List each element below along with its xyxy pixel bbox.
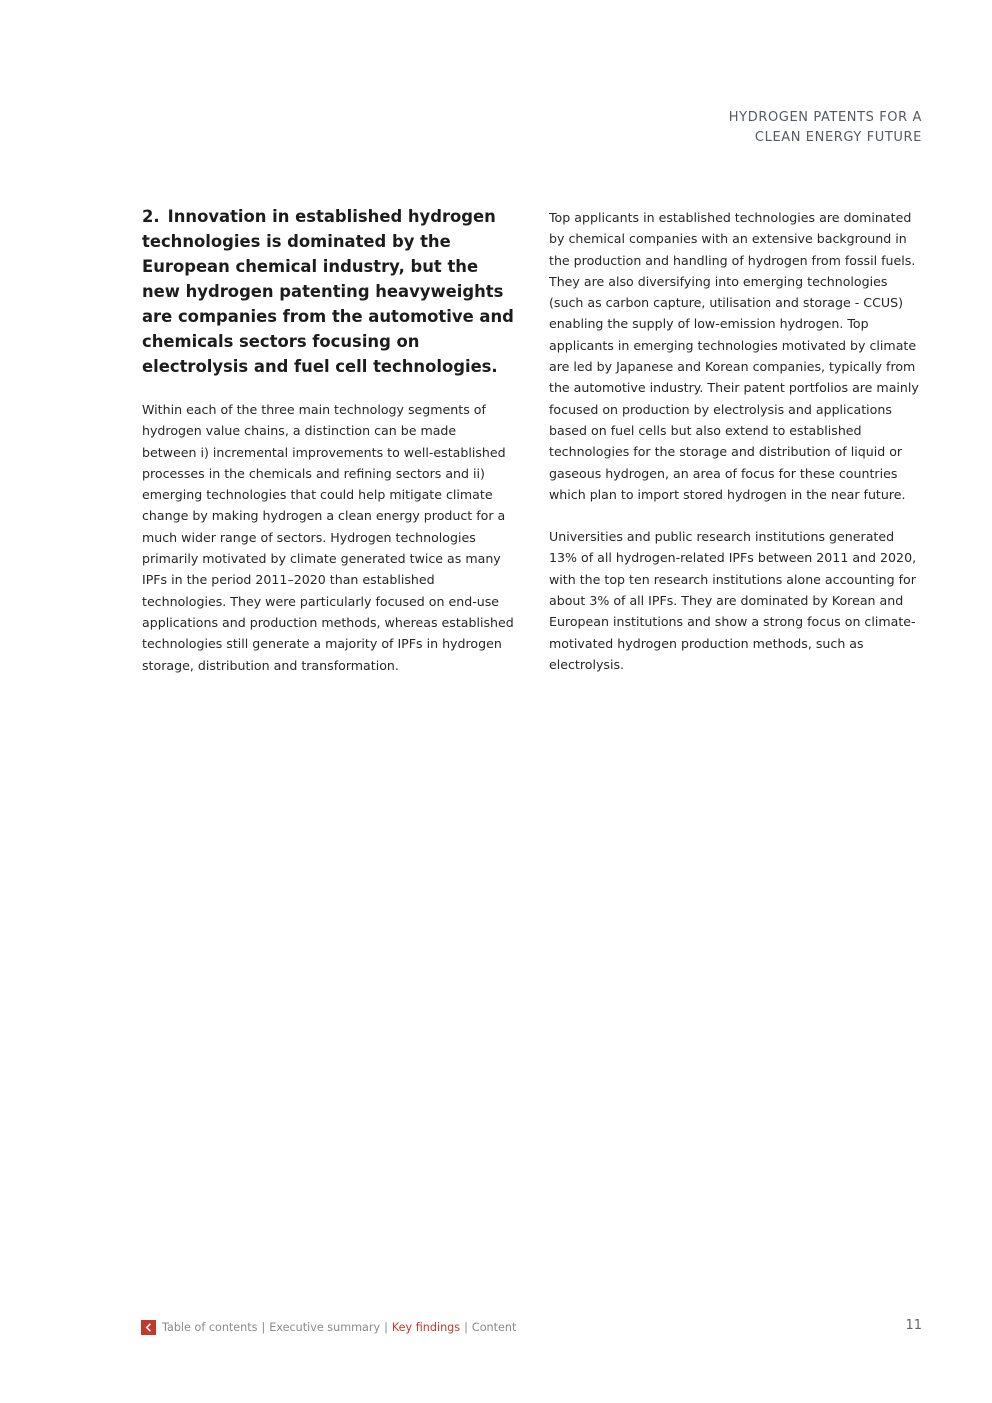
- nav-link-table-of-contents[interactable]: Table of contents: [162, 1320, 258, 1334]
- page-number: 11: [905, 1318, 922, 1333]
- running-header-line1: HYDROGEN PATENTS FOR A: [728, 110, 922, 125]
- nav-link-executive-summary[interactable]: Executive summary: [269, 1320, 381, 1334]
- footer-nav: [141, 1319, 516, 1335]
- nav-link-content[interactable]: Content: [471, 1320, 517, 1334]
- nav-separator: |: [261, 1320, 266, 1334]
- nav-separator: |: [384, 1320, 388, 1334]
- section-heading-text: Innovation in established hydrogen technologies is dominated by the European chemical industry, but the new hydrogen patenting heavyweights are companies from the automotive and chemicals sectors focusing on electrolysis and fuel cell technologies.: [142, 207, 514, 376]
- section-number: 2.: [142, 207, 160, 226]
- back-button[interactable]: [141, 1320, 156, 1335]
- right-column: [549, 207, 923, 675]
- right-paragraph-2: Universities and public research institutions generated 13% of all hydrogen-related IPFs between 2011 and 2020, with the top ten research institutions alone accounting for about 3% of all IPFs. They are dominated by Korean and European institutions and show a strong focus on climate-motivated hydrogen production methods, such as electrolysis.: [549, 529, 917, 672]
- nav-link-key-findings[interactable]: Key findings: [391, 1320, 461, 1334]
- chevron-left-icon: [144, 1323, 153, 1332]
- nav-separator: |: [464, 1320, 468, 1334]
- running-header: [729, 108, 922, 148]
- left-paragraph-1: Within each of the three main technology segments of hydrogen value chains, a distinction can be made between i) incremental improvements to well-established processes in the chemicals and refining sectors and ii) emerging technologies that could help mitigate climate change by making hydrogen a clean energy product for a much wider range of sectors. Hydrogen technologies primarily motivated by climate generated twice as many IPFs in the period 2011–2020 than established technologies. They were particularly focused on end-use applications and production methods, whereas established technologies still generate a majority of IPFs in hydrogen storage, distribution and transformation.: [142, 402, 514, 673]
- section-heading: [142, 204, 514, 379]
- right-paragraph-1: Top applicants in established technologies are dominated by chemical companies with an extensive background in the production and handling of hydrogen from fossil fuels. They are also diversifying into emerging technologies (such as carbon capture, utilisation and storage - CCUS) enabling the supply of low-emission hydrogen. Top applicants in emerging technologies motivated by climate are led by Japanese and Korean companies, typically from the automotive industry. Their patent portfolios are mainly focused on production by electrolysis and applications based on fuel cells but also extend to established technologies for the storage and distribution of liquid or gaseous hydrogen, an area of focus for these countries which plan to import stored hydrogen in the near future.: [549, 210, 919, 502]
- running-header-line2: CLEAN ENERGY FUTURE: [754, 130, 922, 145]
- left-column: [142, 204, 514, 676]
